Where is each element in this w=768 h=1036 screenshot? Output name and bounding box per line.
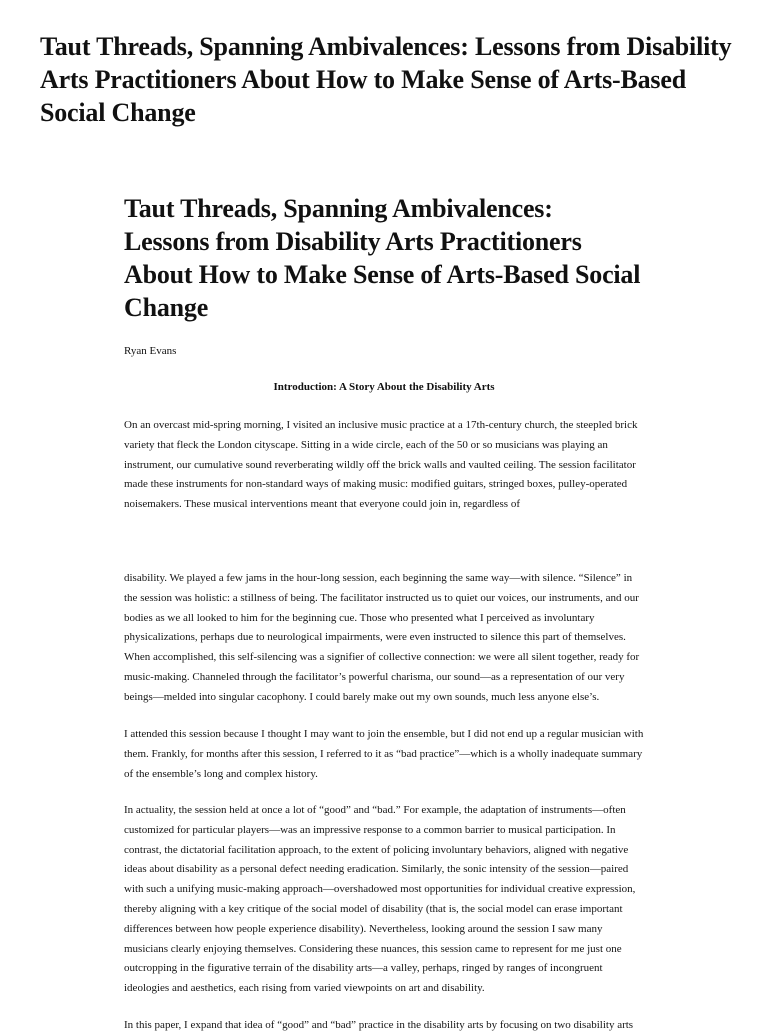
page-header	[40, 30, 740, 129]
paragraph: In this paper, I expand that idea of “good” and “bad” practice in the disability arts by focusing on two disability arts	[124, 1019, 634, 1031]
paragraph: disability. We played a few jams in the hour-long session, each beginning the same way—with silence. “Silence” in the session was holistic: a stillness of being. The facilitator instructed us to quiet our voices, our instruments, and our bodies as we all looked to him for the beginning cue. Those who presented what I perceived as involuntary physicalizations, perhaps due to neurological impairments, were even instructed to silence this part of themselves. When accomplished, this self-silencing was a signifier of collective connection: we were all silent together, ready for music-making. Channeled through the facilitator’s powerful charisma, our sound—as a representation of our very beings—melded into singular cacophony. I could barely make out my own sounds, much less anyone else’s.	[124, 572, 640, 703]
author-name: Ryan Evans	[124, 345, 177, 357]
section-heading: Introduction: A Story About the Disability Arts	[273, 381, 495, 393]
paragraph: On an overcast mid-spring morning, I visited an inclusive music practice at a 17th-century church, the steepled brick variety that fleck the London cityscape. Sitting in a wide circle, each of the 50 or so musicians was playing an instrument, our cumulative sound reverberating wildly off the brick walls and vaulted ceiling. The session facilitator made these instruments for non-standard ways of making music: modified guitars, stringed boxes, pulley-operated noisemakers. These musical interventions meant that everyone could join in, regardless of	[124, 419, 638, 511]
document-page	[124, 192, 644, 1031]
document-title: Taut Threads, Spanning Ambivalences: Lessons from Disability Arts Practitioners About How to Make Sense of Arts-Based Social Change	[124, 194, 641, 322]
paragraph: I attended this session because I thought I may want to join the ensemble, but I did not end up a regular musician with them. Frankly, for months after this session, I referred to it as “bad practice”—which is a wholly inadequate summary of the ensemble’s long and complex history.	[124, 728, 644, 780]
paragraph: In actuality, the session held at once a lot of “good” and “bad.” For example, the adaptation of instruments—often customized for particular players—was an impressive response to a common barrier to musical participation. In contrast, the dictatorial facilitation approach, to the extent of policing involuntary behaviors, aligned with negative ideas about disability as a personal defect needing eradication. Similarly, the sonic intensity of the session—paired with such a unifying music-making approach—overshadowed most opportunities for individual creative expression, thereby aligning with a key critique of the social model of disability (that is, the social model can erase important differences between how people experience disability). Nevertheless, looking around the session I saw many musicians clearly enjoying themselves. Considering these nuances, this session came to represent for me just one outcropping in the figurative terrain of the disability arts—a valley, perhaps, ringed by ranges of incongruent ideologies and aesthetics, each rising from varied viewpoints on art and disability.	[124, 804, 636, 995]
page-title: Taut Threads, Spanning Ambivalences: Lessons from Disability Arts Practitioners About How to Make Sense of Arts-Based Social Change	[40, 32, 732, 127]
